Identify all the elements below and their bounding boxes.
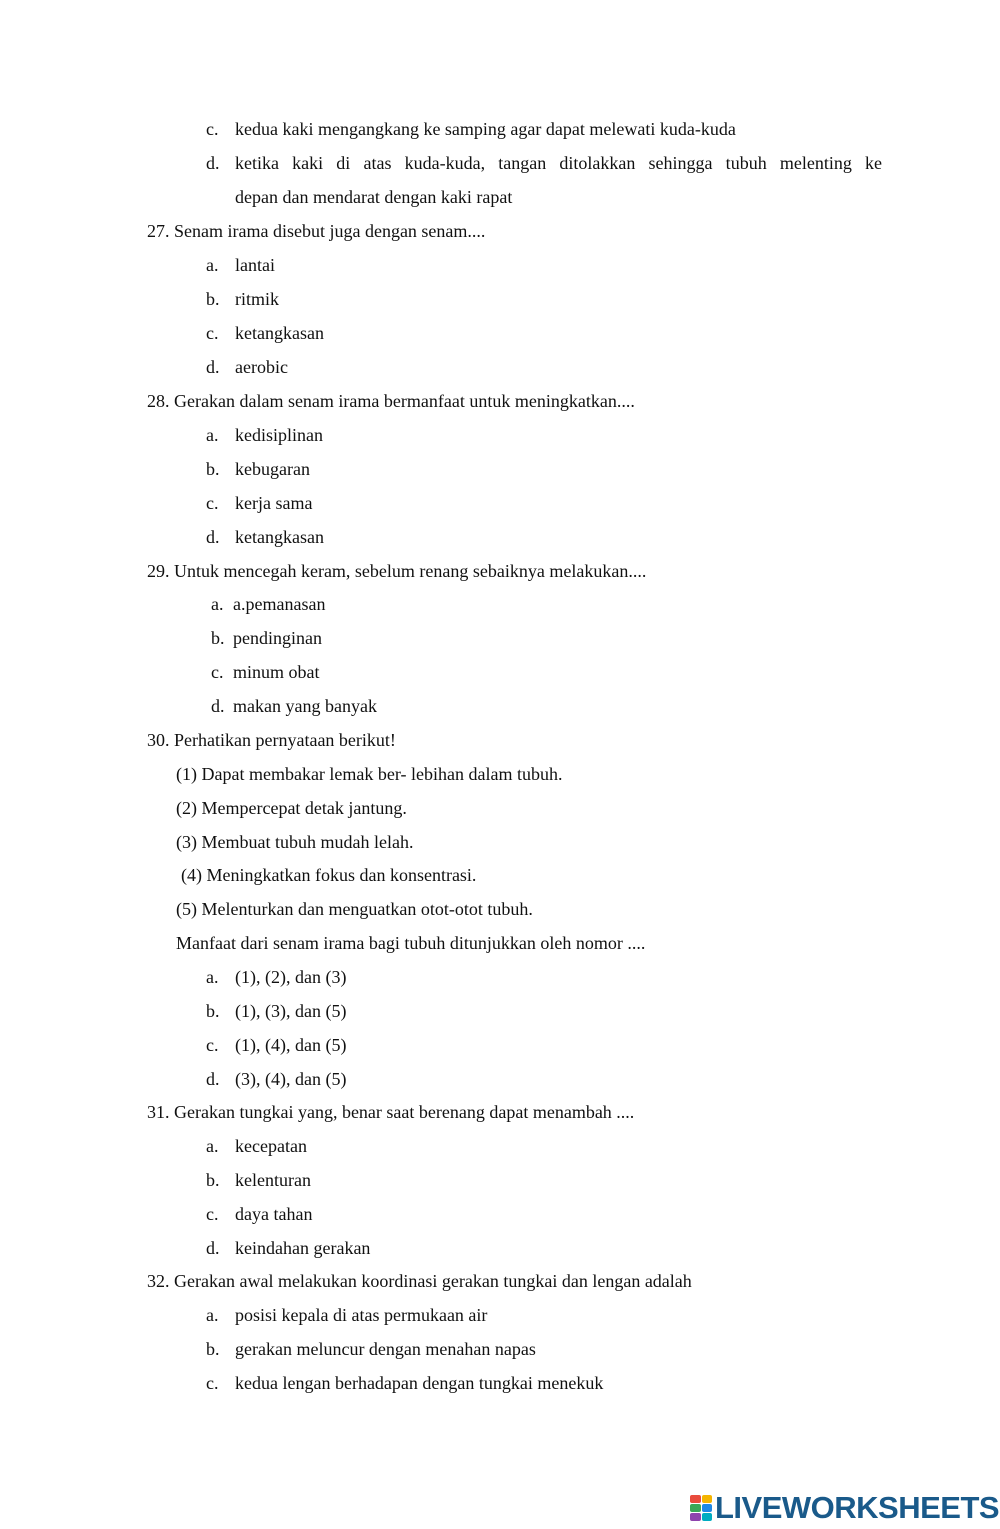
- option-text: a.pemanasan: [233, 594, 326, 614]
- option-text: posisi kepala di atas permukaan air: [235, 1305, 488, 1325]
- q27-option-d: [206, 356, 288, 378]
- option-key: c.: [206, 1204, 219, 1224]
- q27-option-c: [206, 322, 324, 344]
- liveworksheets-logo-icon: [690, 1495, 712, 1521]
- option-key: a.: [211, 594, 224, 614]
- option-key: b.: [211, 628, 225, 648]
- logo-block-1: [690, 1495, 701, 1503]
- option-key: c.: [206, 119, 219, 139]
- option-key: b.: [206, 1339, 220, 1359]
- q29-option-d: [211, 695, 377, 717]
- q30-statement-2: (2) Mempercepat detak jantung.: [176, 798, 407, 818]
- option-text: kecepatan: [235, 1136, 307, 1156]
- q30-prompt: Manfaat dari senam irama bagi tubuh ditunjukkan oleh nomor ....: [176, 933, 646, 953]
- option-key: c.: [206, 1373, 219, 1393]
- option-text: minum obat: [233, 662, 320, 682]
- option-text: ketangkasan: [235, 323, 324, 343]
- option-key: a.: [206, 255, 219, 275]
- option-text: kerja sama: [235, 493, 313, 513]
- option-key: a.: [206, 1305, 219, 1325]
- option-key: b.: [206, 1001, 220, 1021]
- q31-option-d: [206, 1237, 370, 1259]
- option-key: d.: [206, 1238, 220, 1258]
- option-key: d.: [206, 153, 220, 173]
- option-text: gerakan meluncur dengan menahan napas: [235, 1339, 536, 1359]
- q31-option-a: [206, 1135, 307, 1157]
- logo-block-2: [702, 1495, 713, 1503]
- q30-option-a: [206, 966, 346, 988]
- option-text: daya tahan: [235, 1204, 313, 1224]
- option-key: c.: [206, 493, 219, 513]
- logo-block-4: [702, 1504, 713, 1512]
- q30-statement-1: (1) Dapat membakar lemak ber- lebihan dalam tubuh.: [176, 764, 563, 784]
- q30-option-c: [206, 1034, 346, 1056]
- option-key: d.: [211, 696, 225, 716]
- question-28-stem: 28. Gerakan dalam senam irama bermanfaat untuk meningkatkan....: [147, 391, 635, 411]
- q28-option-b: [206, 458, 310, 480]
- q31-option-b: [206, 1169, 311, 1191]
- q27-option-a: [206, 254, 275, 276]
- liveworksheets-logo[interactable]: [690, 1490, 999, 1526]
- q28-option-c: [206, 492, 312, 514]
- option-key: a.: [206, 1136, 219, 1156]
- option-key: a.: [206, 425, 219, 445]
- option-text: (1), (4), dan (5): [235, 1035, 347, 1055]
- q30-statement-5: (5) Melenturkan dan menguatkan otot-otot tubuh.: [176, 899, 533, 919]
- option-text: makan yang banyak: [233, 696, 377, 716]
- option-text: kebugaran: [235, 459, 310, 479]
- option-text: (1), (2), dan (3): [235, 967, 347, 987]
- q32-option-c: [206, 1372, 603, 1394]
- q28-option-a: [206, 424, 323, 446]
- q30-option-d: [206, 1068, 346, 1090]
- option-key: d.: [206, 1069, 220, 1089]
- option-text: keindahan gerakan: [235, 1238, 371, 1258]
- option-text: ritmik: [235, 289, 279, 309]
- option-text: aerobic: [235, 357, 288, 377]
- option-key: d.: [206, 527, 220, 547]
- q28-option-d: [206, 526, 324, 548]
- option-key: b.: [206, 1170, 220, 1190]
- question-31-stem: 31. Gerakan tungkai yang, benar saat berenang dapat menambah ....: [147, 1102, 635, 1122]
- option-key: c.: [206, 323, 219, 343]
- option-text: lantai: [235, 255, 275, 275]
- q30-statement-4: (4) Meningkatkan fokus dan konsentrasi.: [181, 865, 477, 885]
- q32-option-b: [206, 1338, 536, 1360]
- q29-option-a: [211, 593, 325, 615]
- q26-option-d: [206, 152, 882, 174]
- q27-option-b: [206, 288, 279, 310]
- logo-block-3: [690, 1504, 701, 1512]
- option-text-line1: ketika kaki di atas kuda-kuda, tangan ditolakkan sehingga tubuh melenting ke: [235, 153, 882, 173]
- option-text: ketangkasan: [235, 527, 324, 547]
- question-27-stem: 27. Senam irama disebut juga dengan senam....: [147, 221, 486, 241]
- q30-statement-3: (3) Membuat tubuh mudah lelah.: [176, 832, 414, 852]
- q26-option-d-continuation: depan dan mendarat dengan kaki rapat: [235, 187, 513, 207]
- logo-block-5: [690, 1513, 701, 1521]
- option-key: c.: [206, 1035, 219, 1055]
- option-text: (3), (4), dan (5): [235, 1069, 347, 1089]
- option-key: b.: [206, 459, 220, 479]
- option-key: a.: [206, 967, 219, 987]
- q31-option-c: [206, 1203, 312, 1225]
- q29-option-c: [211, 661, 320, 683]
- q32-option-a: [206, 1304, 487, 1326]
- option-key: b.: [206, 289, 220, 309]
- question-29-stem: 29. Untuk mencegah keram, sebelum renang sebaiknya melakukan....: [147, 561, 647, 581]
- logo-block-6: [702, 1513, 713, 1521]
- question-30-stem: 30. Perhatikan pernyataan berikut!: [147, 730, 396, 750]
- option-key: d.: [206, 357, 220, 377]
- option-text: kedua kaki mengangkang ke samping agar dapat melewati kuda-kuda: [235, 119, 736, 139]
- option-text: kedisiplinan: [235, 425, 323, 445]
- option-text: kedua lengan berhadapan dengan tungkai menekuk: [235, 1373, 604, 1393]
- option-text: kelenturan: [235, 1170, 311, 1190]
- question-32-stem: 32. Gerakan awal melakukan koordinasi gerakan tungkai dan lengan adalah: [147, 1271, 692, 1291]
- q30-option-b: [206, 1000, 346, 1022]
- option-text: pendinginan: [233, 628, 322, 648]
- q29-option-b: [211, 627, 322, 649]
- option-key: c.: [211, 662, 224, 682]
- liveworksheets-logo-text: LIVEWORKSHEETS: [715, 1490, 1000, 1525]
- q26-option-c: [206, 118, 736, 140]
- option-text: (1), (3), dan (5): [235, 1001, 347, 1021]
